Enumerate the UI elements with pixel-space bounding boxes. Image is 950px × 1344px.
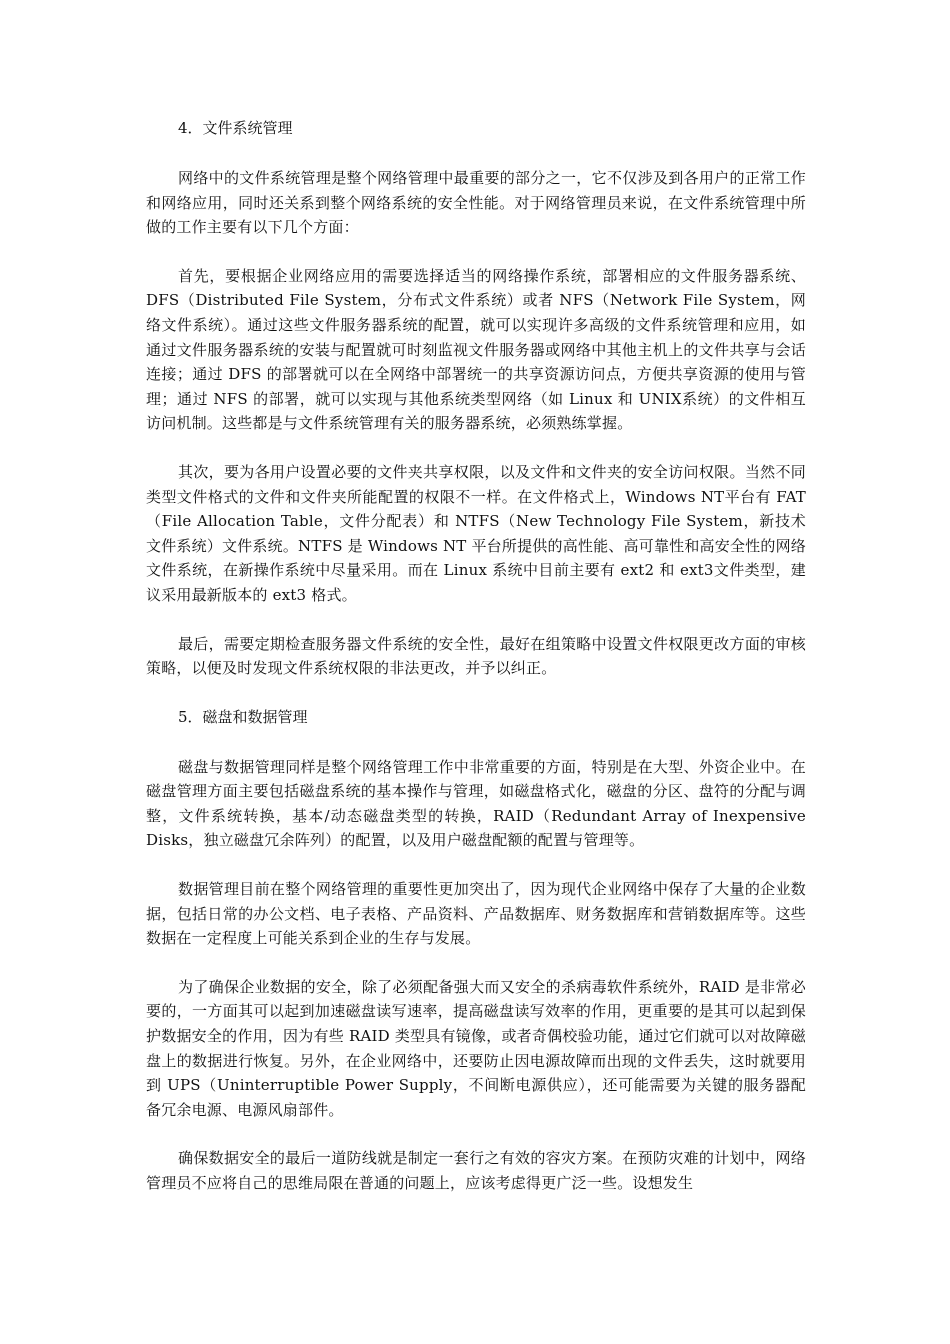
paragraph: 数据管理目前在整个网络管理的重要性更加突出了，因为现代企业网络中保存了大量的企业数据，包括日常的办公文档、电子表格、产品资料、产品数据库、财务数据库和营销数据库等。这些数据在一定程度上可能关系到企业的生存与发展。 (146, 880, 806, 948)
paragraph: 磁盘与数据管理同样是整个网络管理工作中非常重要的方面，特别是在大型、外资企业中。在磁盘管理方面主要包括磁盘系统的基本操作与管理，如磁盘格式化，磁盘的分区、盘符的分配与调整，文件系统转换，基本/动态磁盘类型的转换，RAID（Redundant Array of Inexpensive Disks，独立磁盘冗余阵列）的配置，以及用户磁盘配额的配置与管理等。 (146, 757, 806, 850)
paragraph: 为了确保企业数据的安全，除了必须配备强大而又安全的杀病毒软件系统外，RAID 是非常必要的，一方面其可以起到加速磁盘读写速率，提高磁盘读写效率的作用，更重要的是其可以起到保护数据安全的作用，因为有些 RAID 类型具有镜像，或者奇偶校验功能，通过它们就可以对故障磁盘上的数据进行恢复。另外，在企业网络中，还要防止因电源故障而出现的文件丢失，这时就要用到 UPS（Uninterruptible Power Supply，不间断电源供应），还可能需要为关键的服务器配备冗余电源、电源风扇部件。 (146, 977, 806, 1119)
paragraph: 首先，要根据企业网络应用的需要选择适当的网络操作系统，部署相应的文件服务器系统、DFS（Distributed File System，分布式文件系统）或者 NFS（Network File System，网络文件系统）。通过这些文件服务器系统的配置，就可以实现许多高级的文件系统管理和应用，如通过文件服务器系统的安装与配置就可时刻监视文件服务器或网络中其他主机上的文件共享与会话连接；通过 DFS 的部署就可以在全网络中部署统一的共享资源访问点，方便共享资源的使用与管理；通过 NFS 的部署，就可以实现与其他系统类型网络（如 Linux 和 UNIX系统）的文件相互访问机制。这些都是与文件系统管理有关的服务器系统，必须熟练掌握。 (146, 266, 806, 433)
section-heading-disk-data: 5．磁盘和数据管理 (178, 707, 308, 726)
paragraph: 其次，要为各用户设置必要的文件夹共享权限，以及文件和文件夹的安全访问权限。当然不同类型文件格式的文件和文件夹所能配置的权限不一样。在文件格式上，Windows NT平台有 FAT（File Allocation Table，文件分配表）和 NTFS（New Technology File System，新技术文件系统）文件系统。NTFS 是 Windows NT 平台所提供的高性能、高可靠性和高安全性的网络文件系统，在新操作系统中尽量采用。而在 Linux 系统中目前主要有 ext2 和 ext3文件类型，建议采用最新版本的 ext3 格式。 (146, 462, 806, 604)
section-heading-file-system: 4．文件系统管理 (178, 119, 293, 137)
paragraph: 网络中的文件系统管理是整个网络管理中最重要的部分之一，它不仅涉及到各用户的正常工作和网络应用，同时还关系到整个网络系统的安全性能。对于网络管理员来说，在文件系统管理中所做的工作主要有以下几个方面： (146, 169, 806, 237)
document-page (146, 116, 806, 1196)
paragraph: 确保数据安全的最后一道防线就是制定一套行之有效的容灾方案。在预防灾难的计划中，网络管理员不应将自己的思维局限在普通的问题上，应该考虑得更广泛一些。设想发生 (146, 1149, 806, 1192)
paragraph: 最后，需要定期检查服务器文件系统的安全性，最好在组策略中设置文件权限更改方面的审核策略，以便及时发现文件系统权限的非法更改，并予以纠正。 (146, 634, 806, 678)
